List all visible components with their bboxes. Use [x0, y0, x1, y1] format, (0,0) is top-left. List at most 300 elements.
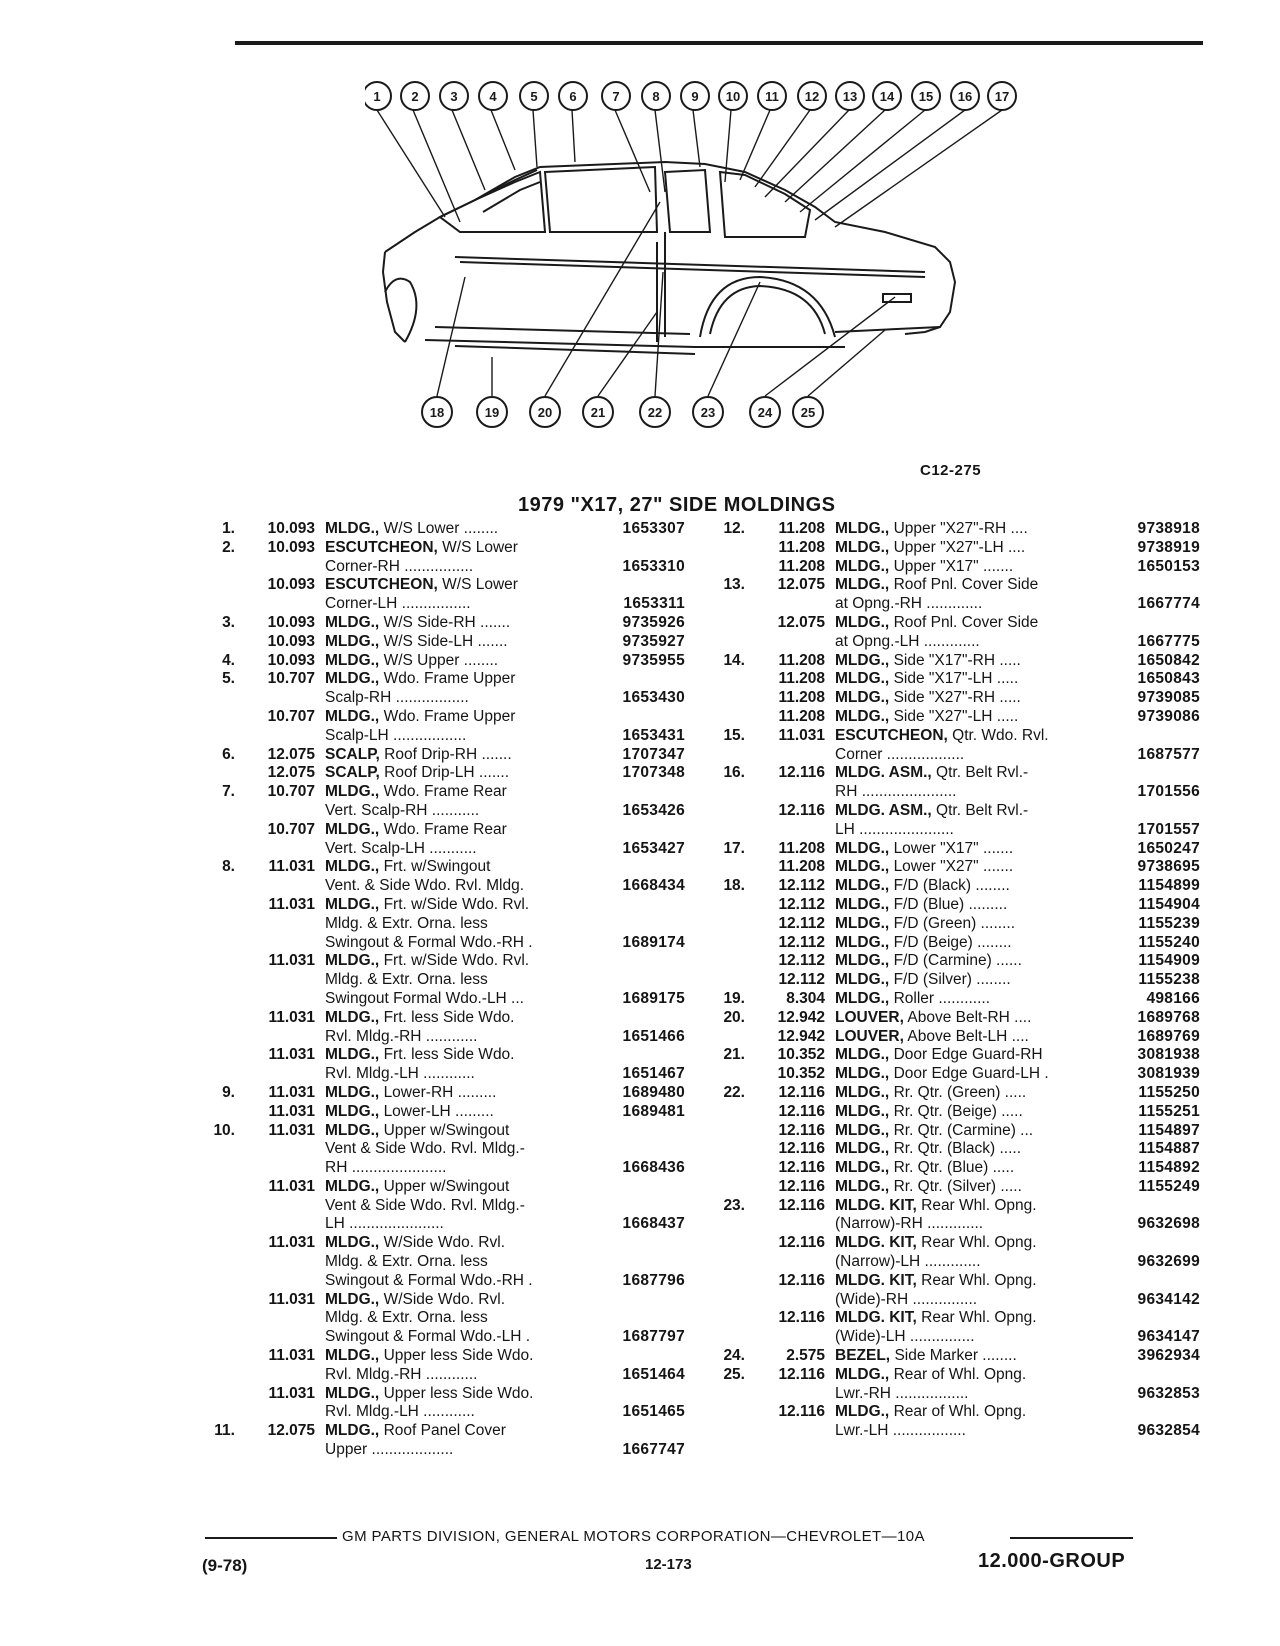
item-number: 1.	[222, 520, 235, 537]
group-number: 11.031	[268, 1290, 315, 1308]
part-number: 1155238	[1138, 971, 1200, 989]
part-detail: Rear Whl. Opng.	[921, 1271, 1037, 1289]
part-number: 9739085	[1137, 689, 1200, 707]
item-number: 10.	[213, 1121, 235, 1139]
group-number: 11.208	[778, 520, 825, 537]
parts-row	[705, 764, 1200, 783]
part-description	[325, 1253, 488, 1272]
group-number: 2.575	[786, 1347, 825, 1365]
parts-row	[705, 915, 1200, 934]
group-number: 11.208	[778, 651, 825, 669]
part-name: MLDG.,	[835, 707, 890, 725]
parts-row	[195, 520, 685, 539]
parts-row	[705, 708, 1200, 727]
part-name: MLDG.,	[325, 1008, 380, 1026]
part-description	[835, 971, 1011, 990]
group-number: 12.112	[778, 971, 825, 989]
item-number: 4.	[222, 651, 235, 669]
page-title: 1979 "X17, 27" SIDE MOLDINGS	[518, 494, 836, 516]
group-number: 12.116	[778, 1177, 825, 1195]
part-detail: Side Marker ........	[894, 1347, 1017, 1365]
parts-row	[705, 1234, 1200, 1253]
part-detail: Swingout Formal Wdo.-LH ...	[325, 989, 524, 1007]
parts-row	[195, 1441, 685, 1460]
parts-row	[195, 858, 685, 877]
part-detail: LH ......................	[325, 1215, 444, 1233]
part-description	[325, 971, 488, 990]
group-number: 12.942	[777, 1027, 825, 1045]
part-description	[835, 934, 1012, 953]
group-number: 11.031	[268, 1008, 315, 1026]
callout-15: 15	[918, 89, 934, 104]
parts-row	[705, 746, 1200, 765]
part-number: 1653431	[622, 726, 685, 744]
part-description	[325, 520, 498, 539]
part-detail: Upper w/Swingout	[383, 1177, 510, 1195]
part-detail: Qtr. Wdo. Rvl.	[952, 726, 1049, 744]
part-description	[835, 1347, 1017, 1366]
part-number: 1653310	[622, 557, 685, 575]
part-name: MLDG.,	[325, 707, 380, 725]
callout-24: 24	[757, 405, 773, 420]
part-description	[835, 1272, 1037, 1291]
footer-rule-left	[205, 1537, 337, 1539]
parts-row	[195, 1122, 685, 1141]
parts-row	[195, 877, 685, 896]
parts-row	[705, 1215, 1200, 1234]
part-detail: Vent. & Side Wdo. Rvl. Mldg.	[325, 877, 525, 895]
group-number: 10.093	[267, 651, 315, 669]
part-detail: Rear Whl. Opng.	[921, 1234, 1037, 1252]
group-number: 11.031	[268, 1384, 315, 1402]
group-number: 11.208	[778, 858, 825, 876]
parts-list-right-column	[705, 520, 1200, 1441]
part-detail: Rear Whl. Opng.	[921, 1196, 1037, 1214]
group-number: 12.112	[778, 914, 825, 932]
part-detail: Mldg. & Extr. Orna. less	[325, 914, 488, 932]
part-number: 9632854	[1137, 1422, 1200, 1440]
part-description	[325, 1366, 477, 1385]
part-name: MLDG.,	[835, 895, 890, 913]
part-detail: RH ......................	[325, 1159, 447, 1177]
part-name: MLDG.,	[835, 651, 890, 669]
part-detail: Lower-LH .........	[383, 1102, 494, 1120]
part-description	[835, 1366, 1026, 1385]
callout-21: 21	[590, 405, 606, 420]
part-description	[835, 783, 956, 802]
parts-row	[195, 1366, 685, 1385]
part-number: 1651466	[622, 1027, 685, 1045]
part-detail: Side "X27"-RH .....	[893, 689, 1021, 707]
parts-row	[195, 1403, 685, 1422]
part-detail: (Narrow)-LH .............	[835, 1253, 981, 1271]
part-description	[835, 1291, 977, 1310]
group-number: 12.075	[267, 1422, 315, 1440]
part-name: MLDG.,	[325, 651, 380, 669]
part-description	[835, 1122, 1033, 1141]
part-detail: Roof Drip-RH .......	[384, 745, 512, 763]
group-number: 11.031	[268, 1102, 315, 1120]
part-detail: W/S Side-LH .......	[383, 632, 508, 650]
part-description	[325, 783, 507, 802]
callout-18: 18	[429, 405, 445, 420]
part-description	[325, 595, 471, 614]
parts-row	[195, 915, 685, 934]
parts-row	[195, 1347, 685, 1366]
footer-publisher: GM PARTS DIVISION, GENERAL MOTORS CORPORATION—CHEVROLET—10A	[342, 1528, 925, 1545]
group-number: 12.116	[778, 1271, 825, 1289]
part-name: MLDG.,	[325, 1384, 380, 1402]
part-name: MLDG.,	[325, 670, 380, 688]
group-number: 11.031	[268, 1177, 315, 1195]
part-description	[835, 708, 1018, 727]
parts-row	[195, 1309, 685, 1328]
part-number: 1653311	[623, 595, 685, 613]
parts-row	[705, 1122, 1200, 1141]
part-detail: Vert. Scalp-LH ...........	[325, 839, 477, 857]
part-number: 1653427	[622, 839, 685, 857]
parts-row	[195, 746, 685, 765]
parts-row	[705, 1197, 1200, 1216]
part-description	[325, 1140, 525, 1159]
part-detail: Upper less Side Wdo.	[383, 1384, 534, 1402]
parts-row	[195, 1234, 685, 1253]
part-detail: RH ......................	[835, 783, 957, 801]
parts-row	[195, 614, 685, 633]
part-detail: Swingout & Formal Wdo.-RH .	[325, 933, 533, 951]
parts-row	[195, 1065, 685, 1084]
part-detail: Rr. Qtr. (Blue) .....	[893, 1159, 1015, 1177]
part-number: 1687577	[1137, 745, 1200, 763]
parts-row	[705, 652, 1200, 671]
part-description	[835, 821, 954, 840]
part-detail: Frt. w/Swingout	[383, 858, 491, 876]
part-number: 1650247	[1137, 839, 1200, 857]
group-number: 10.707	[267, 670, 315, 688]
parts-row	[195, 595, 685, 614]
group-number: 11.031	[778, 726, 825, 744]
part-detail: Roof Drip-LH .......	[384, 764, 510, 782]
part-description	[325, 1422, 506, 1441]
part-description	[325, 1347, 533, 1366]
parts-row	[705, 614, 1200, 633]
part-number: 3962934	[1137, 1347, 1200, 1365]
part-detail: (Wide)-LH ...............	[835, 1328, 975, 1346]
part-description	[835, 990, 990, 1009]
part-detail: Wdo. Frame Upper	[383, 670, 516, 688]
part-description	[325, 858, 490, 877]
part-number: 9739086	[1137, 707, 1200, 725]
part-detail: Vent & Side Wdo. Rvl. Mldg.-	[325, 1196, 525, 1214]
part-name: MLDG.,	[325, 1177, 380, 1195]
part-name: MLDG.,	[325, 1046, 380, 1064]
footer-page-number: 12-173	[645, 1556, 692, 1573]
part-detail: F/D (Silver) ........	[893, 971, 1011, 989]
parts-row	[705, 1309, 1200, 1328]
part-number: 1707348	[622, 764, 685, 782]
parts-row	[195, 1328, 685, 1347]
part-detail: Lower "X27" .......	[893, 858, 1014, 876]
part-name: MLDG. ASM.,	[835, 801, 932, 819]
part-description	[325, 877, 524, 896]
group-number: 12.112	[778, 952, 825, 970]
group-number: 10.707	[267, 707, 315, 725]
part-description	[325, 689, 469, 708]
part-description	[325, 1159, 446, 1178]
part-number: 9632698	[1137, 1215, 1200, 1233]
part-detail: (Wide)-RH ...............	[835, 1290, 978, 1308]
part-name: MLDG. KIT,	[835, 1196, 917, 1214]
item-number: 12.	[723, 520, 745, 537]
part-number: 9632699	[1137, 1253, 1200, 1271]
part-number: 1689481	[622, 1102, 685, 1120]
part-description	[325, 802, 479, 821]
part-number: 1667774	[1137, 595, 1200, 613]
part-name: MLDG.,	[325, 820, 380, 838]
part-description	[325, 915, 488, 934]
top-rule	[235, 41, 1203, 45]
part-description	[835, 1084, 1026, 1103]
group-number: 11.208	[778, 538, 825, 556]
part-number: 1687797	[622, 1328, 685, 1346]
part-detail: (Narrow)-RH .............	[835, 1215, 984, 1233]
part-description	[325, 576, 518, 595]
parts-row	[705, 670, 1200, 689]
group-number: 12.112	[778, 933, 825, 951]
part-description	[835, 1422, 966, 1441]
part-description	[835, 1103, 1023, 1122]
parts-row	[705, 520, 1200, 539]
group-number: 11.208	[778, 839, 825, 857]
part-name: MLDG.,	[835, 1159, 890, 1177]
part-description	[325, 746, 512, 765]
part-detail: Corner ..................	[835, 745, 965, 763]
part-description	[835, 858, 1013, 877]
group-number: 10.093	[267, 576, 315, 594]
parts-row	[195, 1422, 685, 1441]
part-number: 1154887	[1138, 1140, 1200, 1158]
callout-23: 23	[700, 405, 716, 420]
parts-row	[705, 858, 1200, 877]
part-number: 1651467	[622, 1065, 685, 1083]
part-name: MLDG.,	[835, 689, 890, 707]
callout-2: 2	[411, 89, 419, 104]
part-number: 1689174	[622, 933, 685, 951]
part-detail: Side "X17"-RH .....	[893, 651, 1021, 669]
part-description	[835, 689, 1021, 708]
part-detail: Corner-LH ................	[325, 595, 471, 613]
part-description	[325, 934, 533, 953]
parts-row	[195, 1178, 685, 1197]
part-description	[835, 1028, 1029, 1047]
footer-date: (9-78)	[202, 1556, 248, 1575]
part-detail: Swingout & Formal Wdo.-LH .	[325, 1328, 531, 1346]
part-name: MLDG.,	[835, 989, 890, 1007]
part-description	[835, 595, 982, 614]
part-detail: Rear of Whl. Opng.	[893, 1403, 1027, 1421]
part-description	[325, 821, 507, 840]
parts-row	[195, 727, 685, 746]
parts-row	[705, 1009, 1200, 1028]
part-detail: Rr. Qtr. (Silver) .....	[893, 1177, 1022, 1195]
part-description	[325, 1084, 496, 1103]
part-description	[325, 1309, 488, 1328]
part-number: 1667747	[622, 1441, 685, 1459]
parts-row	[705, 990, 1200, 1009]
footer-rule-right	[1010, 1537, 1133, 1539]
item-number: 21.	[723, 1046, 745, 1064]
part-number: 1689175	[622, 989, 685, 1007]
part-description	[325, 1234, 505, 1253]
parts-row	[705, 1065, 1200, 1084]
parts-row	[705, 576, 1200, 595]
part-number: 1689480	[622, 1083, 685, 1101]
part-description	[325, 727, 466, 746]
part-number: 9735926	[622, 613, 685, 631]
parts-row	[195, 952, 685, 971]
parts-row	[705, 877, 1200, 896]
part-description	[325, 1178, 509, 1197]
parts-row	[705, 1103, 1200, 1122]
parts-row	[705, 802, 1200, 821]
parts-row	[705, 821, 1200, 840]
part-detail: Rvl. Mldg.-LH ............	[325, 1065, 475, 1083]
parts-row	[705, 1347, 1200, 1366]
part-name: SCALP,	[325, 764, 380, 782]
parts-row	[195, 934, 685, 953]
part-description	[325, 1028, 477, 1047]
part-name: MLDG.,	[325, 783, 380, 801]
group-number: 12.116	[778, 1102, 825, 1120]
item-number: 5.	[222, 670, 235, 688]
parts-row	[705, 934, 1200, 953]
part-name: MLDG.,	[835, 1121, 890, 1139]
part-description	[835, 764, 1028, 783]
callout-16: 16	[957, 89, 973, 104]
group-number: 11.031	[268, 895, 315, 913]
parts-row	[705, 896, 1200, 915]
callout-20: 20	[537, 405, 553, 420]
parts-row	[195, 652, 685, 671]
part-description	[835, 1234, 1037, 1253]
parts-row	[195, 1028, 685, 1047]
part-detail: Wdo. Frame Rear	[383, 783, 507, 801]
part-number: 1651465	[622, 1403, 685, 1421]
callout-25: 25	[800, 405, 816, 420]
item-number: 24.	[723, 1347, 745, 1365]
group-number: 11.031	[268, 952, 315, 970]
part-number: 1667775	[1137, 632, 1200, 650]
part-name: MLDG. KIT,	[835, 1309, 917, 1327]
item-number: 25.	[723, 1365, 745, 1383]
part-name: MLDG.,	[835, 1177, 890, 1195]
callout-13: 13	[842, 89, 858, 104]
part-name: MLDG.,	[835, 557, 890, 575]
part-description	[325, 1403, 475, 1422]
part-detail: Frt. w/Side Wdo. Rvl.	[383, 895, 530, 913]
parts-row	[705, 1403, 1200, 1422]
part-description	[835, 539, 1025, 558]
parts-row	[195, 708, 685, 727]
part-detail: Roof Pnl. Cover Side	[893, 576, 1039, 594]
part-name: MLDG.,	[835, 1065, 890, 1083]
part-detail: Lower "X17" .......	[893, 839, 1014, 857]
part-description	[325, 1197, 525, 1216]
part-detail: Door Edge Guard-RH	[893, 1046, 1043, 1064]
part-detail: Rr. Qtr. (Carmine) ...	[893, 1121, 1034, 1139]
parts-row	[195, 1253, 685, 1272]
part-description	[325, 1215, 444, 1234]
part-number: 3081938	[1137, 1046, 1200, 1064]
part-name: MLDG.,	[835, 1046, 890, 1064]
group-number: 10.352	[777, 1065, 825, 1083]
part-detail: Frt. w/Side Wdo. Rvl.	[383, 952, 530, 970]
part-name: SCALP,	[325, 745, 380, 763]
callout-17: 17	[994, 89, 1010, 104]
part-name: MLDG.,	[325, 952, 380, 970]
parts-row	[195, 576, 685, 595]
part-name: MLDG.,	[835, 914, 890, 932]
part-detail: Upper "X27"-LH ....	[893, 538, 1026, 556]
part-detail: Frt. less Side Wdo.	[383, 1046, 515, 1064]
part-detail: Upper "X17" .......	[893, 557, 1014, 575]
part-number: 1154909	[1138, 952, 1200, 970]
group-number: 11.031	[268, 1347, 315, 1365]
item-number: 23.	[723, 1196, 745, 1214]
part-description	[325, 652, 498, 671]
parts-row	[705, 595, 1200, 614]
group-number: 10.707	[267, 783, 315, 801]
parts-list-left-column	[195, 520, 685, 1460]
part-detail: Roof Pnl. Cover Side	[893, 613, 1039, 631]
part-name: MLDG.,	[835, 613, 890, 631]
callout-4: 4	[489, 89, 497, 104]
parts-row	[195, 1103, 685, 1122]
part-detail: Upper w/Swingout	[383, 1121, 510, 1139]
parts-row	[195, 802, 685, 821]
part-number: 1154892	[1138, 1159, 1200, 1177]
part-description	[835, 558, 1013, 577]
group-number: 12.116	[778, 1403, 825, 1421]
part-number: 1651464	[622, 1365, 685, 1383]
part-name: MLDG.,	[835, 1140, 890, 1158]
part-number: 1689768	[1137, 1008, 1200, 1026]
parts-row	[705, 952, 1200, 971]
part-description	[835, 952, 1022, 971]
part-number: 1701556	[1137, 783, 1200, 801]
part-detail: at Opng.-LH .............	[835, 632, 980, 650]
parts-row	[195, 764, 685, 783]
part-number: 1154904	[1138, 895, 1200, 913]
part-description	[835, 1328, 975, 1347]
parts-row	[195, 896, 685, 915]
part-number: 9634142	[1137, 1290, 1200, 1308]
group-number: 11.208	[778, 707, 825, 725]
part-detail: W/S Lower	[442, 576, 518, 594]
parts-row	[195, 1291, 685, 1310]
group-number: 12.075	[777, 576, 825, 594]
part-detail: Side "X17"-LH .....	[893, 670, 1019, 688]
part-detail: Lwr.-RH .................	[835, 1384, 969, 1402]
part-detail: Vent & Side Wdo. Rvl. Mldg.-	[325, 1140, 525, 1158]
part-number: 1155249	[1138, 1177, 1200, 1195]
part-name: ESCUTCHEON,	[325, 576, 438, 594]
part-detail: Rvl. Mldg.-RH ............	[325, 1365, 478, 1383]
part-detail: Qtr. Belt Rvl.-	[936, 801, 1029, 819]
part-number: 1668436	[622, 1159, 685, 1177]
item-number: 18.	[723, 877, 745, 895]
part-number: 1653426	[622, 801, 685, 819]
